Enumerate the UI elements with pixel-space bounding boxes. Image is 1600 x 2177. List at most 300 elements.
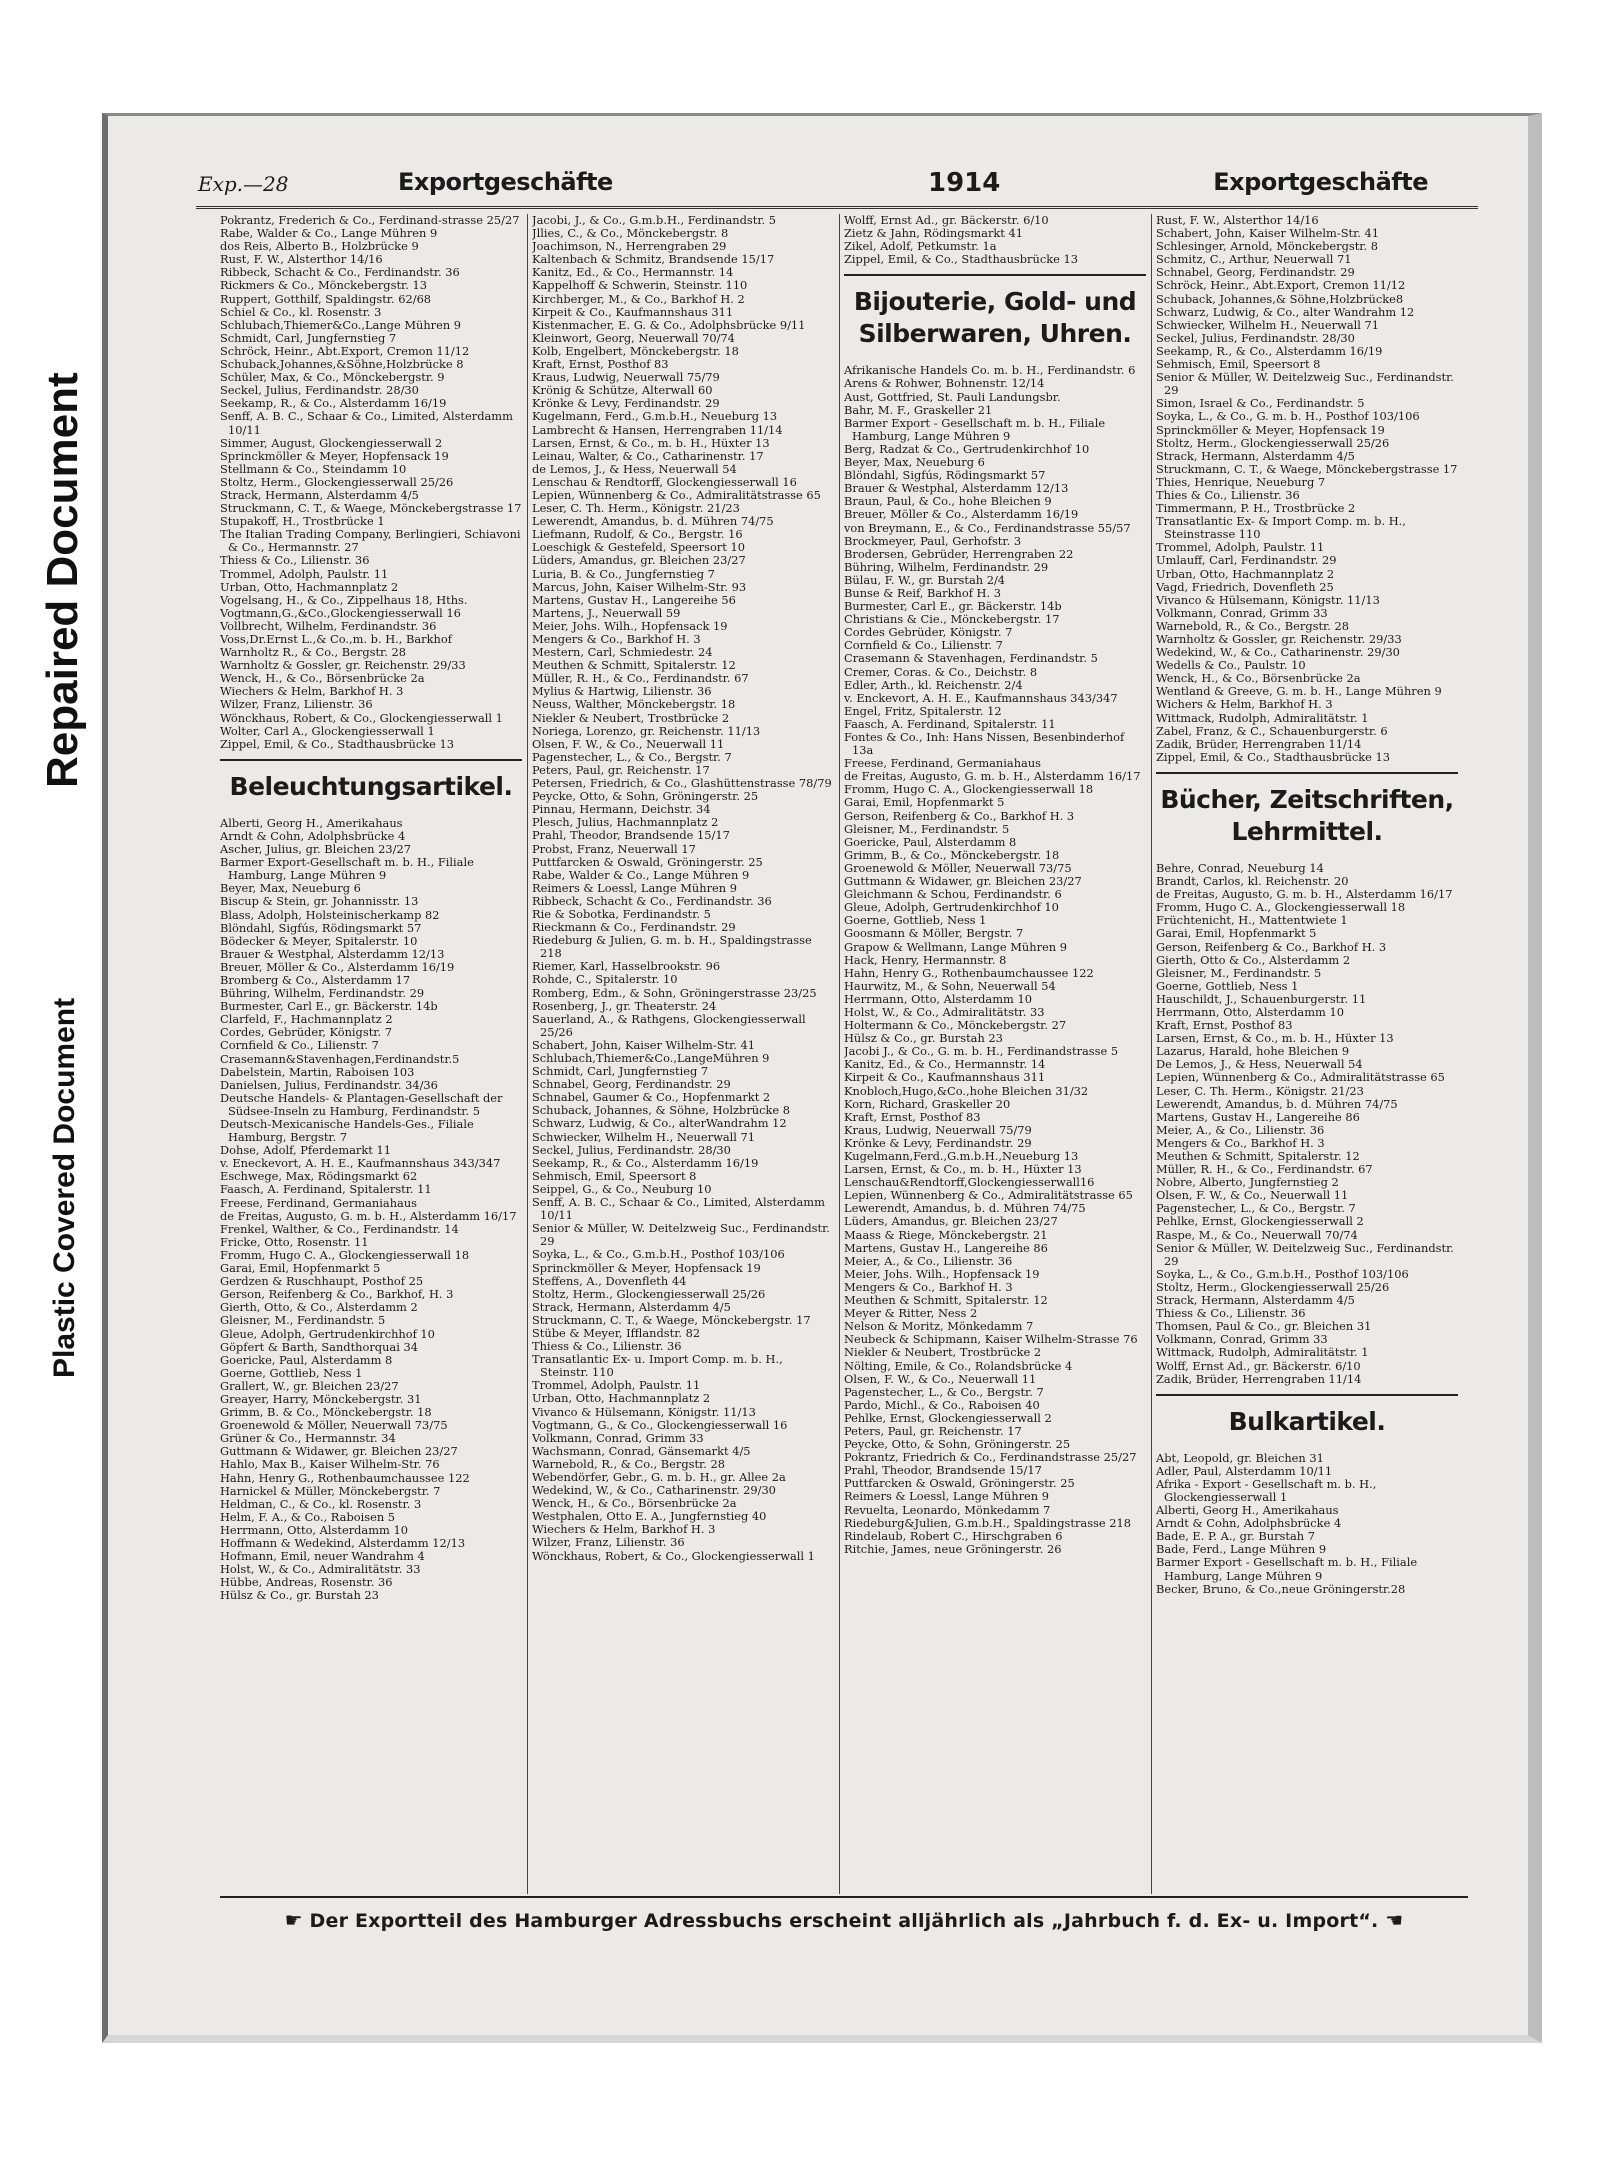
directory-entry: Burmester, Carl E., gr. Bäckerstr. 14b (220, 999, 438, 1014)
directory-entry: Bühring, Wilhelm, Ferdinandstr. 29 (220, 986, 425, 1001)
entry-list (532, 214, 834, 1563)
directory-entry: Bühring, Wilhelm, Ferdinandstr. 29 (844, 559, 1049, 574)
directory-entry: Schmidt, Carl, Jungfernstieg 7 (532, 1064, 709, 1079)
directory-entry: Schnabel, Georg, Ferdinandstr. 29 (1156, 265, 1355, 280)
directory-entry: Wittmack, Rudolph, Admiralitätstr. 1 (1156, 710, 1369, 725)
directory-entry: Göpfert & Barth, Sandthorquai 34 (220, 1339, 418, 1354)
directory-entry: Timmermann, P. H., Trostbrücke 2 (1156, 501, 1356, 516)
directory-entry: Kugelmann,Ferd.,G.m.b.H.,Neueburg 13 (844, 1149, 1079, 1163)
directory-entry: Stoltz, Herm., Glockengiesserwall 25/26 (1156, 1279, 1390, 1294)
header-rule (196, 206, 1478, 209)
directory-entry: Korn, Richard, Graskeller 20 (844, 1096, 1011, 1111)
directory-entry: Sauerland, A., & Rathgens, Glockengiesserwall 25/26 (532, 1011, 806, 1039)
directory-entry: Marcus, John, Kaiser Wilhelm-Str. 93 (532, 579, 747, 594)
directory-entry: Dabelstein, Martin, Raboisen 103 (220, 1064, 415, 1079)
directory-entry: dos Reis, Alberto B., Holzbrücke 9 (220, 239, 419, 254)
directory-entry: Barmer Export - Gesellschaft m. b. H., Filiale Hamburg, Lange Mühren 9 (844, 415, 1106, 443)
directory-entry: Volkmann, Conrad, Grimm 33 (532, 1430, 704, 1445)
directory-entry: Seekamp, R., & Co., Alsterdamm 16/19 (1156, 343, 1383, 358)
directory-entry: v. Eneckevort, A. H. E., Kaufmannshaus 343/347 (220, 1156, 501, 1171)
directory-entry: Wolff, Ernst Ad., gr. Bäckerstr. 6/10 (844, 214, 1049, 227)
directory-entry: Niekler & Neubert, Trostbrücke 2 (532, 710, 730, 725)
directory-entry: Mestern, Carl, Schmiedestr. 24 (532, 645, 713, 660)
directory-entry: Soyka, L., & Co., G.m.b.H., Posthof 103/106 (532, 1247, 785, 1262)
directory-entry: Garai, Emil, Hopfenmarkt 5 (844, 795, 1005, 810)
directory-entry: Zadik, Brüder, Herrengraben 11/14 (1156, 1371, 1362, 1386)
directory-entry: Fromm, Hugo C. A., Glockengiesserwall 18 (1156, 900, 1406, 915)
directory-entry: Vollbrecht, Wilhelm, Ferdinandstr. 36 (220, 618, 437, 633)
directory-entry: Faasch, A. Ferdinand, Spitalerstr. 11 (844, 716, 1056, 731)
directory-entry: Steffens, A., Dovenfleth 44 (532, 1273, 687, 1288)
directory-entry: Schnabel, Georg, Ferdinandstr. 29 (532, 1077, 731, 1092)
directory-entry: Martens, Gustav H., Langereihe 56 (532, 592, 736, 607)
directory-entry: Crasemann & Stavenhagen, Ferdinandstr. 5 (844, 651, 1098, 666)
directory-entry: Olsen, F. W., & Co., Neuerwall 11 (1156, 1188, 1349, 1203)
directory-entry: Reimers & Loessl, Lange Mühren 9 (532, 880, 737, 895)
section-rule (1156, 1394, 1458, 1396)
directory-entry: Meier, A., & Co., Lilienstr. 36 (844, 1253, 1013, 1268)
section-title-buecher: Bücher, Zeitschriften, Lehrmittel. (1160, 784, 1454, 846)
directory-entry: Mengers & Co., Barkhof H. 3 (1156, 1135, 1325, 1150)
column-1 (220, 214, 522, 1894)
directory-entry: Gleue, Adolph, Gertrudenkirchhof 10 (220, 1326, 435, 1341)
directory-entry: Sprinckmöller & Meyer, Hopfensack 19 (1156, 422, 1385, 437)
directory-entry: Freese, Ferdinand, Germaniahaus (220, 1195, 418, 1210)
directory-entry: Peters, Paul, gr. Reichenstr. 17 (844, 1423, 1022, 1438)
directory-entry: Lepien, Wünnenberg & Co., Admiralitätstrasse 65 (532, 487, 821, 502)
directory-entry: Pokrantz, Frederich & Co., Ferdinand-strasse 25/27 (220, 214, 520, 227)
directory-entry: Voss,Dr.Ernst L.,& Co.,m. b. H., Barkhof (220, 632, 452, 646)
directory-entry: Schröck, Heinr., Abt.Export, Cremon 11/12 (220, 343, 470, 358)
directory-entry: Helm, F. A., & Co., Raboisen 5 (220, 1509, 396, 1524)
directory-entry: Senior & Müller, W. Deitelzweig Suc., Ferdinandstr. 29 (1156, 370, 1454, 398)
directory-entry: Seckel, Julius, Ferdinandstr. 28/30 (532, 1142, 731, 1157)
directory-entry: Groenewold & Möller, Neuerwall 73/75 (220, 1418, 448, 1433)
directory-entry: Stellmann & Co., Steindamm 10 (220, 461, 407, 476)
directory-entry: Urban, Otto, Hachmannplatz 2 (1156, 566, 1335, 581)
footer-text: Der Exportteil des Hamburger Adressbuchs erscheint alljährlich als „Jahrbuch f. d. Ex- u. Import“. (309, 1910, 1379, 1932)
directory-entry: Schuback, Johannes, & Söhne, Holzbrücke 8 (532, 1103, 790, 1118)
directory-entry: Senior & Müller, W. Deitelzweig Suc., Ferdinandstr. 29 (532, 1221, 830, 1249)
directory-entry: Gleisner, M., Ferdinandstr. 5 (220, 1313, 386, 1328)
entry-list (1156, 1452, 1458, 1596)
directory-entry: Wedekind, W., & Co., Catharinenstr. 29/30 (532, 1483, 776, 1498)
directory-entry: Braun, Paul, & Co., hohe Bleichen 9 (844, 494, 1052, 509)
directory-entry: Arens & Rohwer, Bohnenstr. 12/14 (844, 376, 1045, 391)
directory-entry: Larsen, Ernst, & Co., m. b. H., Hüxter 13 (844, 1162, 1082, 1177)
directory-entry: Garai, Emil, Hopfenmarkt 5 (220, 1261, 381, 1276)
directory-entry: Grallert, W., gr. Bleichen 23/27 (220, 1378, 399, 1393)
directory-entry: Kirpeit & Co., Kaufmannshaus 311 (532, 304, 734, 319)
directory-entry: Kanitz, Ed., & Co., Hermannstr. 14 (532, 265, 734, 280)
directory-entry: Warnebold, R., & Co., Bergstr. 28 (1156, 618, 1349, 633)
directory-entry: Brockmeyer, Paul, Gerhofstr. 3 (844, 533, 1022, 548)
directory-entry: Rust, F. W., Alsterthor 14/16 (1156, 214, 1319, 227)
directory-entry: Pehlke, Ernst, Glockengiesserwall 2 (1156, 1214, 1364, 1229)
pointing-hand-icon: ☚ (1385, 1908, 1404, 1932)
directory-entry: Kraft, Ernst, Posthof 83 (532, 357, 669, 372)
section-title-bulkartikel: Bulkartikel. (1228, 1406, 1386, 1436)
directory-entry: Puttfarcken & Oswald, Gröningerstr. 25 (532, 854, 763, 869)
directory-entry: Neuss, Walther, Mönckebergstr. 18 (532, 697, 736, 712)
directory-entry: Faasch, A. Ferdinand, Spitalerstr. 11 (220, 1182, 432, 1197)
directory-entry: Beyer, Max, Neueburg 6 (220, 881, 361, 896)
directory-entry: Martens, J., Neuerwall 59 (532, 605, 681, 620)
directory-entry: Grimm, B. & Co., Mönckebergstr. 18 (220, 1405, 432, 1420)
directory-entry: Cordes Gebrüder, Königstr. 7 (844, 625, 1013, 640)
directory-entry: Zippel, Emil, & Co., Stadthausbrücke 13 (220, 736, 454, 751)
directory-entry: Romberg, Edm., & Sohn, Gröningerstrasse 23/25 (532, 985, 817, 1000)
directory-entry: Stoltz, Herm., Glockengiesserwall 25/26 (220, 474, 454, 489)
directory-entry: Bahr, M. F., Graskeller 21 (844, 402, 993, 417)
directory-entry: Gerson, Reifenberg & Co., Barkhof H. 3 (844, 808, 1075, 823)
directory-entry: Larsen, Ernst, & Co., m. b. H., Hüxter 13 (1156, 1031, 1394, 1046)
directory-entry: Nelson & Moritz, Mönkedamm 7 (844, 1319, 1034, 1334)
directory-entry: Wittmack, Rudolph, Admiralitätstr. 1 (1156, 1345, 1369, 1360)
directory-entry: Loeschigk & Gestefeld, Speersort 10 (532, 540, 745, 555)
directory-entry: Adler, Paul, Alsterdamm 10/11 (1156, 1463, 1333, 1478)
directory-entry: Soyka, L., & Co., G.m.b.H., Posthof 103/106 (1156, 1266, 1409, 1281)
directory-entry: Kistenmacher, E. G. & Co., Adolphsbrücke 9/11 (532, 317, 806, 332)
directory-entry: Harnickel & Müller, Mönckebergstr. 7 (220, 1483, 441, 1498)
repaired-document-label: Repaired Document (38, 372, 87, 788)
entry-list (1156, 862, 1458, 1386)
directory-entry: Schlubach,Thiemer&Co.,Lange Mühren 9 (220, 317, 462, 332)
directory-entry: Hoffmann & Wedekind, Alsterdamm 12/13 (220, 1536, 466, 1550)
directory-entry: Greayer, Harry, Mönckebergstr. 31 (220, 1391, 422, 1406)
directory-entry: Lewerendt, Amandus, b. d. Mühren 74/75 (844, 1201, 1086, 1216)
directory-entry: Kanitz, Ed., & Co., Hermannstr. 14 (844, 1057, 1046, 1072)
directory-entry: Pinnau, Hermann, Deichstr. 34 (532, 802, 711, 817)
directory-entry: Lewerendt, Amandus, b. d. Mühren 74/75 (1156, 1096, 1398, 1111)
directory-entry: Strack, Hermann, Alsterdamm 4/5 (1156, 448, 1355, 463)
directory-entry: Kirchberger, M., & Co., Barkhof H. 2 (532, 291, 745, 306)
directory-entry: Schmidt, Carl, Jungfernstieg 7 (220, 330, 397, 345)
directory-entry: Hülsz & Co., gr. Burstah 23 (844, 1031, 1003, 1046)
directory-entry: Trommel, Adolph, Paulstr. 11 (220, 566, 389, 581)
directory-entry: Goericke, Paul, Alsterdamm 8 (220, 1352, 393, 1367)
directory-entry: Vogtmann, G., & Co., Glockengiesserwall 16 (532, 1417, 788, 1432)
pointing-hand-icon: ☛ (284, 1908, 303, 1932)
directory-entry: Mylius & Hartwig, Lilienstr. 36 (532, 684, 712, 699)
section-rule (1156, 772, 1458, 774)
directory-entry: Edler, Arth., kl. Reichenstr. 2/4 (844, 677, 1023, 692)
directory-entry: Vagd, Friedrich, Dovenfleth 25 (1156, 579, 1334, 594)
directory-entry: Bade, E. P. A., gr. Burstah 7 (1156, 1529, 1315, 1544)
directory-entry: Kraus, Ludwig, Neuerwall 75/79 (532, 370, 720, 385)
directory-entry: Früchtenicht, H., Mattentwiete 1 (1156, 913, 1348, 928)
directory-entry: de Freitas, Augusto, G. m. b. H., Alsterdamm 16/17 (844, 769, 1141, 784)
directory-entry: Schüler, Max, & Co., Mönckebergstr. 9 (220, 370, 445, 385)
directory-entry: Rust, F. W., Alsterthor 14/16 (220, 252, 383, 267)
directory-entry: Umlauff, Carl, Ferdinandstr. 29 (1156, 553, 1337, 568)
directory-entry: Wenck, H., & Co., Börsenbrücke 2a (220, 671, 425, 686)
directory-entry: Cremer, Coras. & Co., Deichstr. 8 (844, 664, 1038, 679)
directory-entry: Stoltz, Herm., Glockengiesserwall 25/26 (532, 1286, 766, 1301)
directory-entry: Stoltz, Herm., Glockengiesserwall 25/26 (1156, 435, 1390, 450)
directory-entry: Holtermann & Co., Mönckebergstr. 27 (844, 1018, 1067, 1033)
directory-entry: Wichers & Helm, Barkhof H. 3 (1156, 697, 1333, 712)
entry-list (844, 214, 1146, 266)
directory-entry: Cornfield & Co., Lilienstr. 7 (220, 1038, 379, 1053)
directory-entry: Lepien, Wünnenberg & Co., Admiralitätstrasse 65 (1156, 1070, 1445, 1085)
directory-entry: Volkmann, Conrad, Grimm 33 (1156, 1332, 1328, 1347)
directory-entry: Krönke & Levy, Ferdinandstr. 29 (844, 1135, 1032, 1150)
directory-entry: Thies & Co., Lilienstr. 36 (1156, 487, 1300, 502)
directory-entry: v. Enckevort, A. H. E., Kaufmannshaus 343/347 (844, 690, 1118, 705)
directory-entry: Bunse & Reif, Barkhof H. 3 (844, 585, 1001, 600)
directory-entry: De Lemos, J., & Hess, Neuerwall 54 (1156, 1057, 1363, 1072)
directory-entry: Wachsmann, Conrad, Gänsemarkt 4/5 (532, 1443, 751, 1458)
directory-entry: Wentland & Greeve, G. m. b. H., Lange Mühren 9 (1156, 684, 1442, 699)
directory-entry: Zikel, Adolf, Petkumstr. 1a (844, 239, 997, 254)
directory-entry: Gierth, Otto, & Co., Alsterdamm 2 (220, 1300, 418, 1315)
directory-entry: Kraft, Ernst, Posthof 83 (844, 1109, 981, 1124)
directory-entry: Danielsen, Julius, Ferdinandstr. 34/36 (220, 1077, 438, 1092)
directory-entry: Ritchie, James, neue Gröningerstr. 26 (844, 1541, 1062, 1556)
directory-entry: Meyer & Ritter, Ness 2 (844, 1306, 978, 1321)
directory-entry: Ribbeck, Schacht & Co., Ferdinandstr. 36 (220, 265, 460, 280)
directory-entry: Senff, A. B. C., Schaar & Co., Limited, Alsterdamm 10/11 (532, 1195, 825, 1223)
directory-entry: Afrika - Export - Gesellschaft m. b. H., Glockengiesserwall 1 (1156, 1476, 1377, 1504)
directory-entry: Haurwitz, M., & Sohn, Neuerwall 54 (844, 978, 1056, 993)
directory-entry: Meuthen & Schmitt, Spitalerstr. 12 (1156, 1149, 1360, 1163)
directory-entry: Engel, Fritz, Spitalerstr. 12 (844, 703, 1002, 718)
directory-entry: Wiechers & Helm, Barkhof H. 3 (220, 684, 404, 699)
directory-entry: Wenck, H., & Co., Börsenbrücke 2a (1156, 671, 1361, 686)
directory-entry: Brauer & Westphal, Alsterdamm 12/13 (844, 481, 1069, 496)
directory-entry: von Breymann, E., & Co., Ferdinandstrasse 55/57 (844, 520, 1131, 535)
directory-entry: Grüner & Co., Hermannstr. 34 (220, 1431, 396, 1446)
directory-entry: Lazarus, Harald, hohe Bleichen 9 (1156, 1044, 1350, 1059)
directory-entry: Brauer & Westphal, Alsterdamm 12/13 (220, 946, 445, 961)
directory-entry: Breuer, Möller & Co., Alsterdamm 16/19 (844, 507, 1079, 522)
directory-entry: Simmer, August, Glockengiesserwall 2 (220, 435, 443, 450)
directory-entry: Guttmann & Widawer, gr. Bleichen 23/27 (220, 1444, 458, 1459)
directory-entry: Hahn, Henry G., Rothenbaumchaussee 122 (220, 1470, 470, 1485)
directory-entry: Becker, Bruno, & Co.,neue Gröningerstr.28 (1156, 1581, 1406, 1596)
directory-entry: Gerson, Reifenberg & Co., Barkhof, H. 3 (220, 1287, 454, 1302)
directory-entry: Meuthen & Schmitt, Spitalerstr. 12 (844, 1293, 1048, 1308)
directory-entry: Senff, A. B. C., Schaar & Co., Limited, Alsterdamm 10/11 (220, 409, 513, 437)
directory-entry: Schabert, John, Kaiser Wilhelm-Str. 41 (1156, 226, 1380, 241)
directory-entry: Zippel, Emil, & Co., Stadthausbrücke 13 (844, 252, 1078, 267)
directory-entry: Mengers & Co., Barkhof H. 3 (844, 1279, 1013, 1294)
directory-entry: Vivanco & Hülsemann, Königstr. 11/13 (532, 1404, 756, 1419)
section-rule (220, 759, 522, 761)
directory-entry: Deutsche Handels- & Plantagen-Gesellschaft der Südsee-Inseln zu Hamburg, Ferdinandstr. 5 (220, 1090, 503, 1118)
directory-entry: Peycke, Otto, & Sohn, Gröningerstr. 25 (532, 789, 759, 804)
directory-entry: Kleinwort, Georg, Neuerwall 70/74 (532, 330, 735, 345)
header-left-title: Exportgeschäfte (398, 168, 613, 196)
header-year: 1914 (928, 168, 1001, 198)
directory-entry: The Italian Trading Company, Berlingieri, Schiavoni & Co., Hermannstr. 27 (220, 527, 521, 555)
directory-entry: Zadik, Brüder, Herrengraben 11/14 (1156, 736, 1362, 751)
directory-entry: Wedekind, W., & Co., Catharinenstr. 29/30 (1156, 645, 1400, 660)
directory-entry: Thies, Henrique, Neueburg 7 (1156, 474, 1326, 489)
directory-entry: Schuback,Johannes,&Söhne,Holzbrücke 8 (220, 357, 464, 372)
plastic-covered-label: Plastic Covered Document (48, 997, 81, 1378)
directory-entry: Struckmann, C. T., & Waege, Mönckebergstrasse 17 (220, 501, 522, 516)
directory-entry: de Freitas, Augusto, G. m. b. H., Alsterdamm 16/17 (1156, 887, 1453, 902)
directory-entry: Schnabel, Gaumer & Co., Hopfenmarkt 2 (532, 1090, 771, 1105)
directory-entry: Behre, Conrad, Neueburg 14 (1156, 860, 1324, 875)
directory-entry: Transatlantic Ex- & Import Comp. m. b. H., Steinstrasse 110 (1156, 514, 1406, 542)
directory-entry: Christians & Cie., Mönckebergstr. 17 (844, 612, 1060, 627)
directory-entry: Herrmann, Otto, Alsterdamm 10 (1156, 1004, 1344, 1019)
directory-entry: Wönckhaus, Robert, & Co., Glockengiesserwall 1 (532, 1548, 815, 1563)
directory-entry: Rickmers & Co., Mönckebergstr. 13 (220, 278, 427, 293)
directory-entry: Seekamp, R., & Co., Alsterdamm 16/19 (220, 396, 447, 411)
directory-entry: Vogtmann,G.,&Co.,Glockengiesserwall 16 (220, 605, 461, 620)
directory-entry: Kraft, Ernst, Posthof 83 (1156, 1018, 1293, 1033)
directory-entry: Transatlantic Ex- u. Import Comp. m. b. H., Steinstr. 110 (532, 1352, 783, 1380)
directory-entry: Soyka, L., & Co., G. m. b. H., Posthof 103/106 (1156, 409, 1420, 424)
directory-entry: Kappelhoff & Schwerin, Steinstr. 110 (532, 278, 748, 293)
directory-entry: Goerne, Gottlieb, Ness 1 (844, 913, 987, 928)
directory-entry: de Lemos, J., & Hess, Neuerwall 54 (532, 461, 737, 476)
directory-entry: Cordes, Gebrüder, Königstr. 7 (220, 1025, 392, 1040)
directory-entry: Blass, Adolph, Holsteinischerkamp 82 (220, 907, 440, 922)
directory-entry: Alberti, Georg H., Amerikahaus (220, 815, 403, 830)
directory-entry: Zabel, Franz, & C., Schauenburgerstr. 6 (1156, 723, 1388, 738)
directory-entry: Ascher, Julius, gr. Bleichen 23/27 (220, 842, 411, 857)
directory-entry: Schwarz, Ludwig, & Co., alter Wandrahm 12 (1156, 304, 1415, 319)
directory-entry: Schlubach,Thiemer&Co.,LangeMühren 9 (532, 1051, 770, 1065)
directory-entry: Gleue, Adolph, Gertrudenkirchhof 10 (844, 900, 1059, 915)
directory-entry: Seckel, Julius, Ferdinandstr. 28/30 (1156, 330, 1355, 345)
directory-entry: Biscup & Stein, gr. Johannisstr. 13 (220, 894, 419, 909)
directory-entry: Aust, Gottfried, St. Pauli Landungsbr. (844, 389, 1061, 404)
directory-entry: Leser, C. Th. Herm., Königstr. 21/23 (1156, 1083, 1364, 1098)
directory-entry: Warnebold, R., & Co., Bergstr. 28 (532, 1456, 725, 1471)
directory-entry: Herrmann, Otto, Alsterdamm 10 (220, 1522, 408, 1537)
directory-entry: Gleisner, M., Ferdinandstr. 5 (844, 821, 1010, 836)
directory-entry: Hack, Henry, Hermannstr. 8 (844, 952, 1007, 967)
directory-entry: Goerne, Gottlieb, Ness 1 (220, 1365, 363, 1380)
directory-entry: Olsen, F. W., & Co., Neuerwall 11 (844, 1371, 1037, 1386)
directory-entry: Gerdzen & Ruschhaupt, Posthof 25 (220, 1274, 424, 1289)
directory-entry: Hofmann, Emil, neuer Wandrahm 4 (220, 1549, 425, 1564)
directory-entry: Hauschildt, J., Schauenburgerstr. 11 (1156, 991, 1367, 1006)
directory-entry: Warnholtz & Gossler, gr. Reichenstr. 29/33 (1156, 632, 1402, 646)
directory-entry: Schlesinger, Arnold, Mönckebergstr. 8 (1156, 239, 1378, 254)
directory-entry: Goosmann & Möller, Bergstr. 7 (844, 926, 1024, 941)
directory-entry: Berg, Radzat & Co., Gertrudenkirchhof 10 (844, 441, 1090, 456)
directory-entry: Kugelmann, Ferd., G.m.b.H., Neueburg 13 (532, 409, 778, 424)
directory-entry: Rieckmann & Co., Ferdinandstr. 29 (532, 920, 736, 935)
directory-entry: Deutsch-Mexicanische Handels-Ges., Filiale Hamburg, Bergstr. 7 (220, 1117, 474, 1145)
column-3 (844, 214, 1146, 1894)
directory-entry: Müller, R. H., & Co., Ferdinandstr. 67 (532, 671, 749, 686)
directory-entry: Burmester, Carl E., gr. Bäckerstr. 14b (844, 599, 1062, 614)
directory-entry: Sehmisch, Emil, Speersort 8 (532, 1168, 697, 1183)
directory-entry: Gierth, Otto & Co., Alsterdamm 2 (1156, 952, 1351, 967)
directory-entry: Bödecker & Meyer, Spitalerstr. 10 (220, 933, 418, 948)
directory-entry: Bromberg & Co., Alsterdamm 17 (220, 972, 411, 987)
directory-entry: Krönig & Schütze, Alterwall 60 (532, 383, 713, 398)
directory-entry: Noriega, Lorenzo, gr. Reichenstr. 11/13 (532, 723, 761, 738)
directory-entry: Riemer, Karl, Hasselbrookstr. 96 (532, 959, 721, 974)
directory-entry: Fromm, Hugo C. A., Glockengiesserwall 18 (844, 782, 1094, 797)
directory-entry: Clarfeld, F., Hachmannplatz 2 (220, 1012, 393, 1027)
entry-list (1156, 214, 1458, 764)
directory-entry: Martens, Gustav H., Langereihe 86 (844, 1240, 1048, 1255)
footer-notice (220, 1908, 1468, 1932)
directory-entry: Thiess & Co., Lilienstr. 36 (220, 553, 370, 568)
directory-entry: Schuback, Johannes,& Söhne,Holzbrücke8 (1156, 291, 1404, 306)
directory-entry: Pehlke, Ernst, Glockengiesserwall 2 (844, 1410, 1052, 1425)
directory-entry: Strack, Hermann, Alsterdamm 4/5 (220, 487, 419, 502)
directory-entry: Thiess & Co., Lilienstr. 36 (532, 1339, 682, 1354)
directory-entry: Schwarz, Ludwig, & Co., alterWandrahm 12 (532, 1116, 787, 1131)
directory-entry: Sprinckmöller & Meyer, Hopfensack 19 (220, 448, 449, 463)
directory-entry: Schröck, Heinr., Abt.Export, Cremon 11/12 (1156, 278, 1406, 293)
directory-entry: Urban, Otto, Hachmannplatz 2 (220, 579, 399, 594)
directory-entry: Sprinckmöller & Meyer, Hopfensack 19 (532, 1260, 761, 1275)
directory-entry: Vivanco & Hülsemann, Königstr. 11/13 (1156, 592, 1380, 607)
directory-entry: Sehmisch, Emil, Speersort 8 (1156, 357, 1321, 372)
directory-entry: Lewerendt, Amandus, b. d. Mühren 74/75 (532, 514, 774, 529)
side-strip (0, 0, 102, 2177)
directory-entry: Bade, Ferd., Lange Mühren 9 (1156, 1542, 1327, 1557)
directory-entry: Crasemann&Stavenhagen,Ferdinandstr.5 (220, 1051, 460, 1066)
directory-entry: Seippel, G., & Co., Neuburg 10 (532, 1181, 712, 1196)
directory-entry: Rindelaub, Robert C., Hirschgraben 6 (844, 1528, 1063, 1543)
directory-entry: Wenck, H., & Co., Börsenbrücke 2a (532, 1496, 737, 1511)
directory-entry: Hülsz & Co., gr. Burstah 23 (220, 1588, 379, 1603)
directory-entry: Gleisner, M., Ferdinandstr. 5 (1156, 965, 1322, 980)
directory-entry: Pagenstecher, L., & Co., Bergstr. 7 (844, 1384, 1044, 1399)
directory-entry: Peycke, Otto, & Sohn, Gröningerstr. 25 (844, 1437, 1071, 1452)
directory-entry: Zietz & Jahn, Rödingsmarkt 41 (844, 226, 1024, 241)
scanned-page (102, 113, 1542, 2043)
directory-entry: Lepien, Wünnenberg & Co., Admiralitätstrasse 65 (844, 1188, 1133, 1203)
directory-entry: Barmer Export - Gesellschaft m. b. H., Filiale Hamburg, Lange Mühren 9 (1156, 1555, 1418, 1583)
directory-entry: Bülau, F. W., gr. Burstah 2/4 (844, 572, 1006, 587)
directory-entry: Goerne, Gottlieb, Ness 1 (1156, 978, 1299, 993)
directory-columns (220, 214, 1460, 1894)
directory-entry: Simon, Israel & Co., Ferdinandstr. 5 (1156, 396, 1365, 411)
directory-entry: Groenewold & Möller, Neuerwall 73/75 (844, 860, 1072, 875)
directory-entry: Mengers & Co., Barkhof H. 3 (532, 632, 701, 646)
directory-entry: Stübe & Meyer, Ifflandstr. 82 (532, 1325, 701, 1340)
directory-entry: Reimers & Loessl, Lange Mühren 9 (844, 1489, 1049, 1504)
directory-entry: Ribbeck, Schacht & Co., Ferdinandstr. 36 (532, 893, 772, 908)
directory-entry: Hübbe, Andreas, Rosenstr. 36 (220, 1575, 393, 1590)
directory-entry: Beyer, Max, Neueburg 6 (844, 455, 985, 470)
directory-entry: Wedells & Co., Paulstr. 10 (1156, 658, 1306, 673)
directory-entry: Pokrantz, Friedrich & Co., Ferdinandstrasse 25/27 (844, 1450, 1137, 1465)
directory-entry: Prahl, Theodor, Brandsende 15/17 (532, 828, 730, 843)
directory-entry: Strack, Hermann, Alsterdamm 4/5 (532, 1299, 731, 1314)
directory-entry: Guttmann & Widawer, gr. Bleichen 23/27 (844, 874, 1082, 889)
directory-entry: Puttfarcken & Oswald, Gröningerstr. 25 (844, 1476, 1075, 1491)
directory-entry: Gerson, Reifenberg & Co., Barkhof H. 3 (1156, 939, 1387, 954)
directory-entry: Kraus, Ludwig, Neuerwall 75/79 (844, 1122, 1032, 1137)
directory-entry: Struckmann, C. T., & Waege, Mönckebergstrasse 17 (1156, 461, 1458, 476)
directory-entry: Riedeburg & Julien, G. m. b. H., Spaldingstrasse 218 (532, 933, 812, 961)
directory-entry: Arndt & Cohn, Adolphsbrücke 4 (220, 828, 406, 843)
directory-entry: Meuthen & Schmitt, Spitalerstr. 12 (532, 658, 736, 673)
directory-entry: Dohse, Adolf, Pferdemarkt 11 (220, 1143, 391, 1158)
directory-entry: Pardo, Michl., & Co., Raboisen 40 (844, 1397, 1040, 1412)
directory-entry: Blöndahl, Sigfús, Rödingsmarkt 57 (220, 920, 422, 935)
directory-entry: Jllies, C., & Co., Mönckebergstr. 8 (532, 226, 729, 241)
directory-entry: Freese, Ferdinand, Germaniahaus (844, 756, 1042, 771)
directory-entry: Neubeck & Schipmann, Kaiser Wilhelm-Strasse 76 (844, 1332, 1138, 1347)
directory-entry: Volkmann, Conrad, Grimm 33 (1156, 605, 1328, 620)
